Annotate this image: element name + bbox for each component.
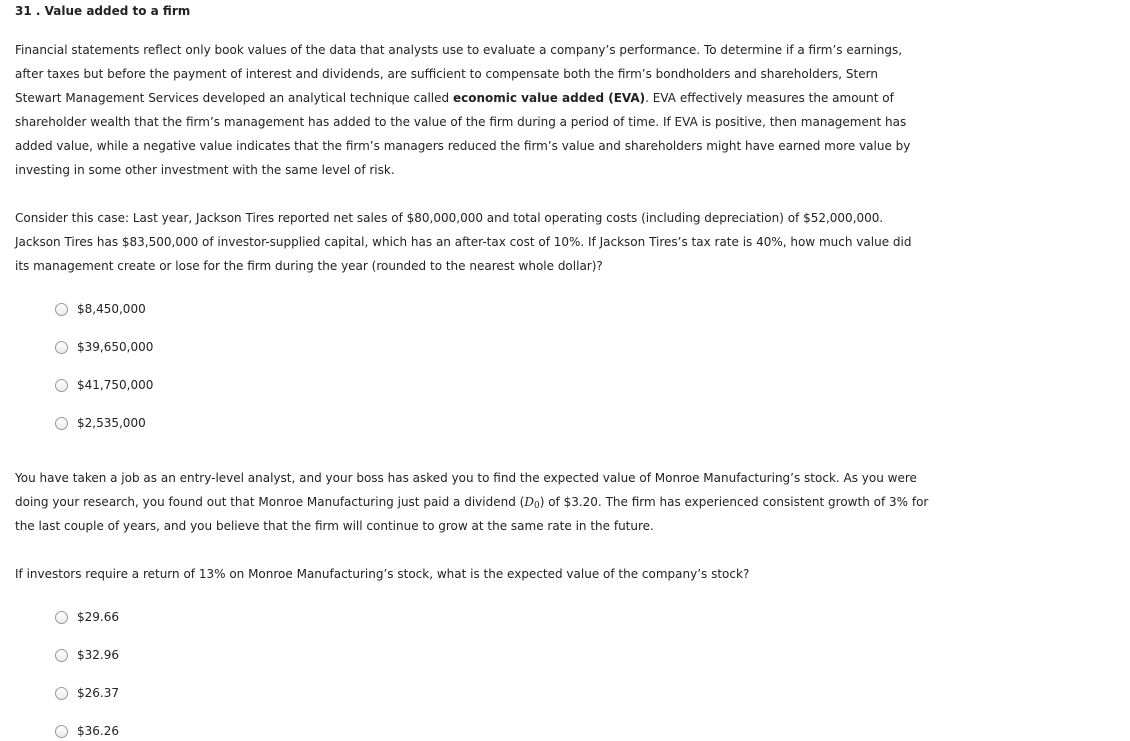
stock-scenario-paragraph [15,466,930,538]
eva-option-2[interactable] [55,337,153,357]
option-label: $26.37 [77,686,119,700]
eva-intro-paragraph [15,38,920,182]
radio-button[interactable] [55,611,68,624]
option-label: $41,750,000 [77,378,154,392]
question-title: 31 . Value added to a firm [15,4,191,18]
eva-option-4[interactable] [55,413,146,433]
radio-button[interactable] [55,379,68,392]
stock-question-paragraph: If investors require a return of 13% on Monroe Manufacturing’s stock, what is the expected value of the company’s stock? [15,567,750,581]
radio-button[interactable] [55,341,68,354]
radio-button[interactable] [55,687,68,700]
stock-scenario-text: You have taken a job as an entry-level analyst, and your boss has asked you to find the expected value of Monroe Manufacturing’s stock. As you were doing your research, you found out that Monroe Manufacturing just paid a dividend ( [15,471,917,509]
eva-intro-text-continued: . EVA effectively measures the amount of shareholder wealth that the firm’s management has added to the value of the firm during a period of time. If EVA is positive, then management has added value, while a negative value indicates that the firm’s managers reduced the firm’s value and shareholders might have earned more value by investing in some other investment with the same level of risk. [15,91,911,177]
stock-scenario-text-continued: ) of $3.20. The firm has experienced consistent growth of 3% for the last couple of years, and you believe that the firm will continue to grow at the same rate in the future. [15,495,929,533]
dividend-subscript: 0 [533,501,540,511]
stock-option-3[interactable] [55,683,119,703]
stock-option-1[interactable] [55,607,119,627]
option-label: $39,650,000 [77,340,154,354]
radio-button[interactable] [55,649,68,662]
option-label: $36.26 [77,724,119,738]
option-label: $2,535,000 [77,416,146,430]
eva-option-3[interactable] [55,375,153,395]
eva-option-1[interactable] [55,299,146,319]
option-label: $32.96 [77,648,119,662]
eva-term: economic value added (EVA) [452,91,646,105]
radio-button[interactable] [55,725,68,738]
dividend-symbol [524,495,539,509]
radio-button[interactable] [55,303,68,316]
stock-option-2[interactable] [55,645,119,665]
radio-button[interactable] [55,417,68,430]
eva-intro-text: Financial statements reflect only book values of the data that analysts use to evaluate a company’s performance. To determine if a firm’s earnings, after taxes but before the payment of interest and dividends, are sufficient to compensate both the firm’s bondholders and shareholders, Stern Stewart Management Services developed an analytical technique called [15,43,903,105]
option-label: $8,450,000 [77,302,146,316]
dividend-letter: D [524,495,534,509]
option-label: $29.66 [77,610,119,624]
stock-option-4[interactable] [55,721,119,741]
eva-case-paragraph: Consider this case: Last year, Jackson Tires reported net sales of $80,000,000 and total operating costs (including depreciation) of $52,000,000. Jackson Tires has $83,500,000 of investor-supplied capital, which has an after-tax cost of 10%. If Jackson Tires’s tax rate is 40%, how much value did its management create or lose for the firm during the year (rounded to the nearest whole dollar)? [15,211,912,273]
